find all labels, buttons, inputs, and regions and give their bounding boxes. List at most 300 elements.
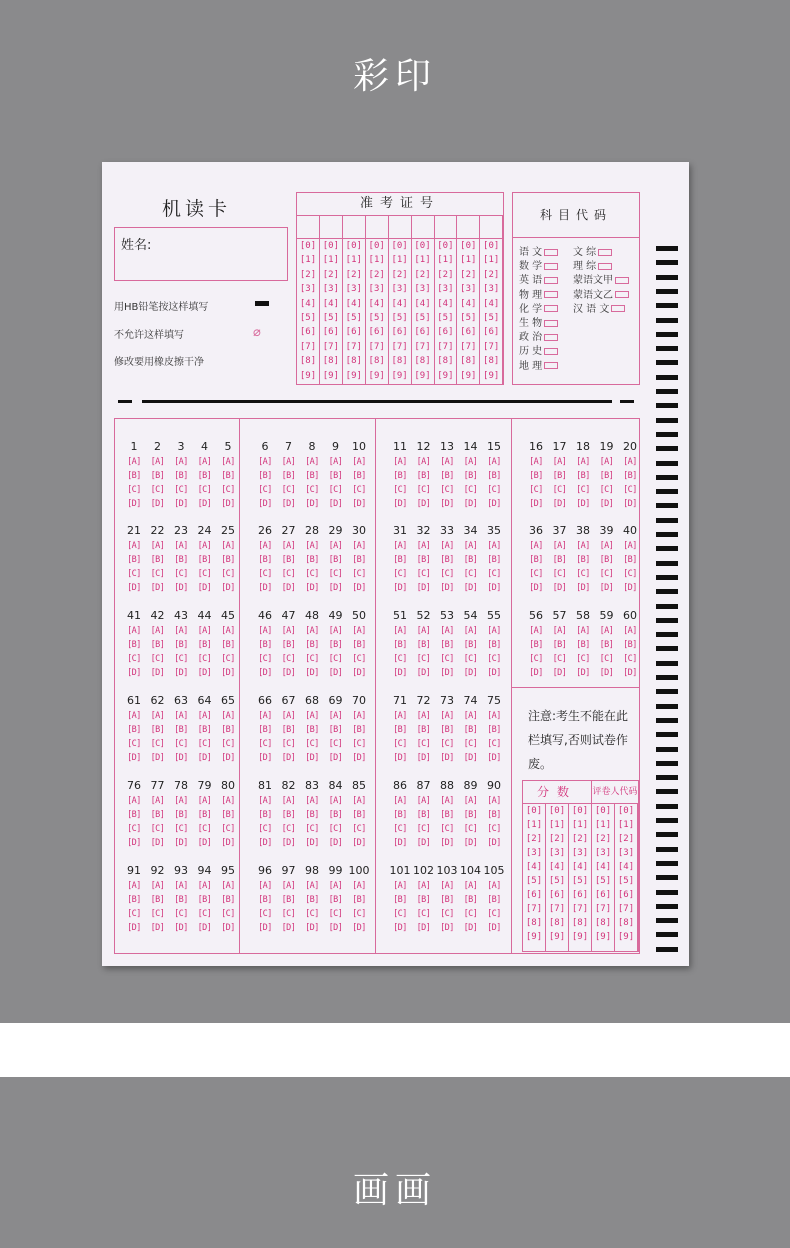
answer-bubble[interactable]: [C]: [150, 569, 165, 579]
answer-bubble[interactable]: [A]: [416, 626, 431, 636]
answer-bubble[interactable]: [A]: [463, 626, 478, 636]
score-bubble[interactable]: [2]: [548, 834, 566, 844]
exam-id-bubble[interactable]: [7]: [299, 341, 317, 352]
exam-id-bubble[interactable]: [4]: [460, 298, 477, 309]
answer-bubble[interactable]: [D]: [281, 923, 296, 933]
answer-bubble[interactable]: [D]: [221, 838, 235, 848]
answer-bubble[interactable]: [B]: [529, 640, 543, 650]
answer-bubble[interactable]: [D]: [576, 668, 590, 678]
answer-bubble[interactable]: [A]: [127, 796, 141, 806]
score-bubble[interactable]: [6]: [525, 890, 543, 900]
exam-id-bubble[interactable]: [1]: [368, 255, 385, 266]
answer-bubble[interactable]: [A]: [150, 881, 165, 891]
answer-bubble[interactable]: [B]: [487, 895, 501, 905]
answer-bubble[interactable]: [D]: [127, 923, 141, 933]
score-bubble[interactable]: [6]: [548, 890, 566, 900]
exam-id-bubble[interactable]: [8]: [414, 356, 431, 367]
answer-bubble[interactable]: [A]: [305, 626, 319, 636]
answer-bubble[interactable]: [C]: [174, 739, 188, 749]
exam-id-bubble[interactable]: [9]: [437, 370, 454, 381]
answer-bubble[interactable]: [D]: [416, 753, 431, 763]
exam-id-bubble[interactable]: [3]: [299, 284, 317, 295]
answer-bubble[interactable]: [C]: [576, 654, 590, 664]
score-bubble[interactable]: [4]: [617, 862, 635, 872]
exam-id-bubble[interactable]: [6]: [299, 327, 317, 338]
answer-bubble[interactable]: [A]: [174, 626, 188, 636]
answer-bubble[interactable]: [B]: [127, 471, 141, 481]
answer-bubble[interactable]: [A]: [281, 541, 296, 551]
answer-bubble[interactable]: [C]: [440, 909, 454, 919]
answer-bubble[interactable]: [A]: [599, 457, 614, 467]
answer-bubble[interactable]: [B]: [258, 725, 272, 735]
answer-bubble[interactable]: [D]: [352, 838, 366, 848]
answer-bubble[interactable]: [B]: [623, 640, 637, 650]
answer-bubble[interactable]: [B]: [258, 471, 272, 481]
exam-id-bubble[interactable]: [1]: [345, 255, 362, 266]
answer-bubble[interactable]: [C]: [529, 654, 543, 664]
answer-bubble[interactable]: [D]: [529, 499, 543, 509]
answer-bubble[interactable]: [C]: [393, 569, 407, 579]
answer-bubble[interactable]: [C]: [599, 485, 614, 495]
answer-bubble[interactable]: [D]: [352, 583, 366, 593]
answer-bubble[interactable]: [C]: [623, 485, 637, 495]
answer-bubble[interactable]: [D]: [221, 499, 235, 509]
answer-bubble[interactable]: [D]: [305, 499, 319, 509]
answer-bubble[interactable]: [B]: [352, 895, 366, 905]
answer-bubble[interactable]: [A]: [221, 796, 235, 806]
answer-bubble[interactable]: [D]: [127, 668, 141, 678]
answer-bubble[interactable]: [B]: [221, 810, 235, 820]
exam-id-bubble[interactable]: [0]: [322, 241, 340, 251]
answer-bubble[interactable]: [A]: [305, 796, 319, 806]
answer-bubble[interactable]: [D]: [576, 583, 590, 593]
answer-bubble[interactable]: [B]: [416, 555, 431, 565]
answer-bubble[interactable]: [B]: [440, 895, 454, 905]
answer-bubble[interactable]: [C]: [393, 909, 407, 919]
answer-bubble[interactable]: [C]: [197, 824, 212, 834]
exam-id-bubble[interactable]: [4]: [299, 298, 317, 309]
answer-bubble[interactable]: [B]: [487, 810, 501, 820]
answer-bubble[interactable]: [A]: [440, 457, 454, 467]
answer-bubble[interactable]: [B]: [174, 640, 188, 650]
exam-id-bubble[interactable]: [3]: [391, 284, 408, 295]
answer-bubble[interactable]: [A]: [221, 881, 235, 891]
answer-bubble[interactable]: [A]: [393, 457, 407, 467]
answer-bubble[interactable]: [C]: [440, 824, 454, 834]
answer-bubble[interactable]: [C]: [258, 739, 272, 749]
subject-bubble[interactable]: [615, 291, 629, 298]
exam-id-bubble[interactable]: [5]: [345, 312, 362, 323]
score-bubble[interactable]: [5]: [594, 876, 612, 886]
answer-bubble[interactable]: [B]: [221, 725, 235, 735]
answer-bubble[interactable]: [B]: [352, 555, 366, 565]
exam-id-digit-cell[interactable]: [320, 216, 342, 239]
answer-bubble[interactable]: [D]: [440, 923, 454, 933]
answer-bubble[interactable]: [C]: [281, 909, 296, 919]
answer-bubble[interactable]: [D]: [328, 923, 343, 933]
answer-bubble[interactable]: [A]: [576, 626, 590, 636]
exam-id-bubble[interactable]: [4]: [437, 298, 454, 309]
answer-bubble[interactable]: [D]: [281, 583, 296, 593]
answer-bubble[interactable]: [B]: [127, 640, 141, 650]
score-bubble[interactable]: [1]: [617, 820, 635, 830]
exam-id-digit-cell[interactable]: [434, 216, 456, 239]
subject-option[interactable]: [519, 342, 558, 357]
answer-bubble[interactable]: [B]: [258, 810, 272, 820]
score-bubble[interactable]: [3]: [571, 848, 589, 858]
answer-bubble[interactable]: [A]: [487, 796, 501, 806]
answer-bubble[interactable]: [B]: [305, 810, 319, 820]
answer-bubble[interactable]: [A]: [258, 626, 272, 636]
answer-bubble[interactable]: [A]: [623, 541, 637, 551]
answer-bubble[interactable]: [A]: [529, 626, 543, 636]
answer-bubble[interactable]: [A]: [352, 881, 366, 891]
answer-bubble[interactable]: [A]: [305, 881, 319, 891]
answer-bubble[interactable]: [B]: [281, 555, 296, 565]
answer-bubble[interactable]: [B]: [352, 725, 366, 735]
answer-bubble[interactable]: [D]: [529, 583, 543, 593]
answer-bubble[interactable]: [C]: [258, 654, 272, 664]
exam-id-bubble[interactable]: [3]: [437, 284, 454, 295]
score-bubble[interactable]: [5]: [525, 876, 543, 886]
answer-bubble[interactable]: [A]: [623, 457, 637, 467]
score-bubble[interactable]: [2]: [594, 834, 612, 844]
answer-bubble[interactable]: [C]: [440, 485, 454, 495]
subject-bubble[interactable]: [544, 305, 558, 312]
score-bubble[interactable]: [7]: [594, 904, 612, 914]
answer-bubble[interactable]: [D]: [393, 668, 407, 678]
subject-option[interactable]: [519, 286, 558, 301]
answer-bubble[interactable]: [A]: [150, 541, 165, 551]
answer-bubble[interactable]: [B]: [393, 810, 407, 820]
answer-bubble[interactable]: [C]: [393, 739, 407, 749]
answer-bubble[interactable]: [B]: [463, 640, 478, 650]
answer-bubble[interactable]: [B]: [150, 895, 165, 905]
answer-bubble[interactable]: [D]: [197, 499, 212, 509]
answer-bubble[interactable]: [A]: [150, 457, 165, 467]
answer-bubble[interactable]: [B]: [150, 640, 165, 650]
answer-bubble[interactable]: [D]: [328, 499, 343, 509]
answer-bubble[interactable]: [A]: [127, 541, 141, 551]
score-bubble[interactable]: [1]: [571, 820, 589, 830]
subject-option[interactable]: [519, 243, 558, 258]
exam-id-bubble[interactable]: [6]: [460, 327, 477, 338]
answer-bubble[interactable]: [D]: [440, 499, 454, 509]
subject-option[interactable]: [519, 257, 558, 272]
exam-id-digit-cell[interactable]: [412, 216, 434, 239]
exam-id-bubble[interactable]: [5]: [483, 312, 500, 323]
answer-bubble[interactable]: [A]: [328, 626, 343, 636]
score-bubble[interactable]: [1]: [525, 820, 543, 830]
answer-bubble[interactable]: [B]: [487, 640, 501, 650]
answer-bubble[interactable]: [A]: [552, 541, 567, 551]
exam-id-bubble[interactable]: [1]: [299, 255, 317, 266]
answer-bubble[interactable]: [B]: [416, 471, 431, 481]
answer-bubble[interactable]: [C]: [487, 485, 501, 495]
answer-bubble[interactable]: [D]: [440, 583, 454, 593]
exam-id-bubble[interactable]: [1]: [322, 255, 340, 266]
exam-id-bubble[interactable]: [4]: [322, 298, 340, 309]
answer-bubble[interactable]: [A]: [197, 881, 212, 891]
answer-bubble[interactable]: [B]: [281, 810, 296, 820]
answer-bubble[interactable]: [C]: [552, 569, 567, 579]
answer-bubble[interactable]: [C]: [416, 909, 431, 919]
subject-bubble[interactable]: [544, 249, 558, 256]
answer-bubble[interactable]: [A]: [440, 881, 454, 891]
answer-bubble[interactable]: [B]: [197, 725, 212, 735]
answer-bubble[interactable]: [B]: [393, 895, 407, 905]
answer-bubble[interactable]: [A]: [352, 626, 366, 636]
answer-bubble[interactable]: [B]: [150, 471, 165, 481]
answer-bubble[interactable]: [D]: [174, 753, 188, 763]
subject-option[interactable]: [573, 257, 612, 272]
answer-bubble[interactable]: [B]: [487, 725, 501, 735]
subject-option[interactable]: [573, 243, 612, 258]
score-bubble[interactable]: [7]: [617, 904, 635, 914]
score-bubble[interactable]: [0]: [571, 806, 589, 816]
answer-bubble[interactable]: [C]: [127, 654, 141, 664]
exam-id-bubble[interactable]: [7]: [345, 341, 362, 352]
answer-bubble[interactable]: [A]: [281, 796, 296, 806]
answer-bubble[interactable]: [A]: [440, 796, 454, 806]
answer-bubble[interactable]: [B]: [221, 895, 235, 905]
answer-bubble[interactable]: [D]: [197, 668, 212, 678]
score-bubble[interactable]: [1]: [594, 820, 612, 830]
answer-bubble[interactable]: [D]: [440, 838, 454, 848]
exam-id-bubble[interactable]: [3]: [345, 284, 362, 295]
answer-bubble[interactable]: [B]: [174, 810, 188, 820]
answer-bubble[interactable]: [B]: [221, 555, 235, 565]
exam-id-bubble[interactable]: [1]: [437, 255, 454, 266]
answer-bubble[interactable]: [A]: [328, 881, 343, 891]
answer-bubble[interactable]: [A]: [258, 881, 272, 891]
exam-id-bubble[interactable]: [2]: [414, 269, 431, 280]
exam-id-digit-cell[interactable]: [366, 216, 388, 239]
answer-bubble[interactable]: [D]: [487, 499, 501, 509]
exam-id-bubble[interactable]: [5]: [322, 312, 340, 323]
exam-id-bubble[interactable]: [9]: [391, 370, 408, 381]
answer-bubble[interactable]: [A]: [281, 626, 296, 636]
answer-bubble[interactable]: [D]: [150, 668, 165, 678]
answer-bubble[interactable]: [D]: [623, 583, 637, 593]
exam-id-digit-cell[interactable]: [297, 216, 319, 239]
answer-bubble[interactable]: [D]: [416, 668, 431, 678]
score-bubble[interactable]: [2]: [525, 834, 543, 844]
answer-bubble[interactable]: [B]: [393, 640, 407, 650]
answer-bubble[interactable]: [B]: [197, 555, 212, 565]
answer-bubble[interactable]: [B]: [328, 895, 343, 905]
score-bubble[interactable]: [4]: [548, 862, 566, 872]
answer-bubble[interactable]: [B]: [281, 640, 296, 650]
answer-bubble[interactable]: [C]: [328, 569, 343, 579]
exam-id-bubble[interactable]: [0]: [299, 241, 317, 251]
answer-bubble[interactable]: [A]: [416, 541, 431, 551]
answer-bubble[interactable]: [B]: [174, 471, 188, 481]
answer-bubble[interactable]: [A]: [197, 457, 212, 467]
exam-id-bubble[interactable]: [8]: [322, 356, 340, 367]
exam-id-bubble[interactable]: [1]: [391, 255, 408, 266]
exam-id-bubble[interactable]: [5]: [437, 312, 454, 323]
answer-bubble[interactable]: [C]: [305, 569, 319, 579]
answer-bubble[interactable]: [B]: [440, 810, 454, 820]
exam-id-bubble[interactable]: [9]: [299, 370, 317, 381]
answer-bubble[interactable]: [C]: [221, 909, 235, 919]
exam-id-bubble[interactable]: [0]: [437, 241, 454, 251]
answer-bubble[interactable]: [A]: [529, 457, 543, 467]
exam-id-bubble[interactable]: [6]: [391, 327, 408, 338]
answer-bubble[interactable]: [D]: [197, 923, 212, 933]
answer-bubble[interactable]: [D]: [281, 668, 296, 678]
answer-bubble[interactable]: [A]: [305, 457, 319, 467]
answer-bubble[interactable]: [C]: [393, 824, 407, 834]
score-bubble[interactable]: [9]: [525, 932, 543, 942]
answer-bubble[interactable]: [C]: [352, 824, 366, 834]
answer-bubble[interactable]: [A]: [258, 541, 272, 551]
answer-bubble[interactable]: [C]: [221, 654, 235, 664]
answer-bubble[interactable]: [D]: [463, 753, 478, 763]
answer-bubble[interactable]: [B]: [440, 471, 454, 481]
answer-bubble[interactable]: [A]: [305, 541, 319, 551]
answer-bubble[interactable]: [A]: [487, 711, 501, 721]
answer-bubble[interactable]: [C]: [197, 739, 212, 749]
exam-id-bubble[interactable]: [4]: [414, 298, 431, 309]
answer-bubble[interactable]: [B]: [487, 471, 501, 481]
answer-bubble[interactable]: [C]: [352, 654, 366, 664]
answer-bubble[interactable]: [B]: [305, 555, 319, 565]
answer-bubble[interactable]: [A]: [352, 457, 366, 467]
subject-option[interactable]: [573, 300, 625, 315]
answer-bubble[interactable]: [B]: [352, 640, 366, 650]
answer-bubble[interactable]: [C]: [174, 654, 188, 664]
answer-bubble[interactable]: [C]: [258, 485, 272, 495]
exam-id-digit-cell[interactable]: [457, 216, 479, 239]
answer-bubble[interactable]: [C]: [487, 569, 501, 579]
answer-bubble[interactable]: [D]: [328, 668, 343, 678]
exam-id-bubble[interactable]: [2]: [345, 269, 362, 280]
answer-bubble[interactable]: [D]: [487, 838, 501, 848]
answer-bubble[interactable]: [B]: [552, 640, 567, 650]
answer-bubble[interactable]: [B]: [552, 471, 567, 481]
answer-bubble[interactable]: [D]: [281, 499, 296, 509]
answer-bubble[interactable]: [D]: [281, 753, 296, 763]
answer-bubble[interactable]: [A]: [281, 457, 296, 467]
answer-bubble[interactable]: [D]: [440, 668, 454, 678]
answer-bubble[interactable]: [B]: [197, 471, 212, 481]
answer-bubble[interactable]: [D]: [463, 668, 478, 678]
answer-bubble[interactable]: [D]: [576, 499, 590, 509]
answer-bubble[interactable]: [C]: [305, 739, 319, 749]
answer-bubble[interactable]: [A]: [221, 541, 235, 551]
answer-bubble[interactable]: [A]: [393, 796, 407, 806]
exam-id-bubble[interactable]: [0]: [391, 241, 408, 251]
answer-bubble[interactable]: [B]: [576, 640, 590, 650]
answer-bubble[interactable]: [C]: [197, 569, 212, 579]
exam-id-bubble[interactable]: [1]: [414, 255, 431, 266]
answer-bubble[interactable]: [B]: [416, 895, 431, 905]
answer-bubble[interactable]: [B]: [463, 895, 478, 905]
answer-bubble[interactable]: [B]: [529, 555, 543, 565]
answer-bubble[interactable]: [C]: [197, 654, 212, 664]
exam-id-bubble[interactable]: [0]: [483, 241, 500, 251]
answer-bubble[interactable]: [D]: [487, 583, 501, 593]
answer-bubble[interactable]: [C]: [576, 485, 590, 495]
answer-bubble[interactable]: [A]: [440, 541, 454, 551]
exam-id-bubble[interactable]: [5]: [299, 312, 317, 323]
answer-bubble[interactable]: [A]: [487, 541, 501, 551]
answer-bubble[interactable]: [B]: [127, 725, 141, 735]
answer-bubble[interactable]: [D]: [127, 583, 141, 593]
answer-bubble[interactable]: [C]: [328, 485, 343, 495]
answer-bubble[interactable]: [B]: [221, 640, 235, 650]
subject-option[interactable]: [519, 357, 558, 372]
answer-bubble[interactable]: [B]: [328, 640, 343, 650]
answer-bubble[interactable]: [B]: [305, 640, 319, 650]
answer-bubble[interactable]: [A]: [416, 457, 431, 467]
answer-bubble[interactable]: [A]: [599, 541, 614, 551]
answer-bubble[interactable]: [A]: [197, 796, 212, 806]
answer-bubble[interactable]: [A]: [393, 881, 407, 891]
answer-bubble[interactable]: [D]: [552, 583, 567, 593]
answer-bubble[interactable]: [B]: [197, 810, 212, 820]
score-bubble[interactable]: [8]: [594, 918, 612, 928]
answer-bubble[interactable]: [D]: [416, 499, 431, 509]
answer-bubble[interactable]: [A]: [352, 541, 366, 551]
exam-id-bubble[interactable]: [7]: [368, 341, 385, 352]
answer-bubble[interactable]: [B]: [328, 810, 343, 820]
answer-bubble[interactable]: [A]: [127, 626, 141, 636]
answer-bubble[interactable]: [A]: [463, 881, 478, 891]
subject-bubble[interactable]: [611, 305, 625, 312]
answer-bubble[interactable]: [C]: [487, 909, 501, 919]
answer-bubble[interactable]: [B]: [328, 555, 343, 565]
answer-bubble[interactable]: [B]: [328, 471, 343, 481]
score-bubble[interactable]: [9]: [571, 932, 589, 942]
score-bubble[interactable]: [8]: [525, 918, 543, 928]
answer-bubble[interactable]: [B]: [623, 555, 637, 565]
answer-bubble[interactable]: [D]: [221, 583, 235, 593]
exam-id-bubble[interactable]: [6]: [322, 327, 340, 338]
exam-id-bubble[interactable]: [0]: [460, 241, 477, 251]
answer-bubble[interactable]: [D]: [305, 753, 319, 763]
answer-bubble[interactable]: [A]: [487, 457, 501, 467]
answer-bubble[interactable]: [B]: [258, 895, 272, 905]
answer-bubble[interactable]: [A]: [393, 626, 407, 636]
answer-bubble[interactable]: [B]: [463, 725, 478, 735]
exam-id-bubble[interactable]: [8]: [368, 356, 385, 367]
answer-bubble[interactable]: [D]: [174, 923, 188, 933]
answer-bubble[interactable]: [B]: [150, 810, 165, 820]
score-bubble[interactable]: [0]: [617, 806, 635, 816]
answer-bubble[interactable]: [B]: [393, 471, 407, 481]
answer-bubble[interactable]: [D]: [150, 583, 165, 593]
answer-bubble[interactable]: [D]: [328, 753, 343, 763]
answer-bubble[interactable]: [D]: [258, 499, 272, 509]
exam-id-bubble[interactable]: [2]: [437, 269, 454, 280]
answer-bubble[interactable]: [C]: [197, 909, 212, 919]
answer-bubble[interactable]: [B]: [174, 555, 188, 565]
subject-option[interactable]: [519, 271, 558, 286]
answer-bubble[interactable]: [B]: [599, 471, 614, 481]
exam-id-bubble[interactable]: [7]: [391, 341, 408, 352]
answer-bubble[interactable]: [C]: [174, 824, 188, 834]
answer-bubble[interactable]: [D]: [150, 753, 165, 763]
answer-bubble[interactable]: [C]: [352, 485, 366, 495]
answer-bubble[interactable]: [B]: [174, 895, 188, 905]
exam-id-bubble[interactable]: [0]: [345, 241, 362, 251]
exam-id-bubble[interactable]: [7]: [322, 341, 340, 352]
exam-id-bubble[interactable]: [9]: [322, 370, 340, 381]
answer-bubble[interactable]: [A]: [150, 711, 165, 721]
